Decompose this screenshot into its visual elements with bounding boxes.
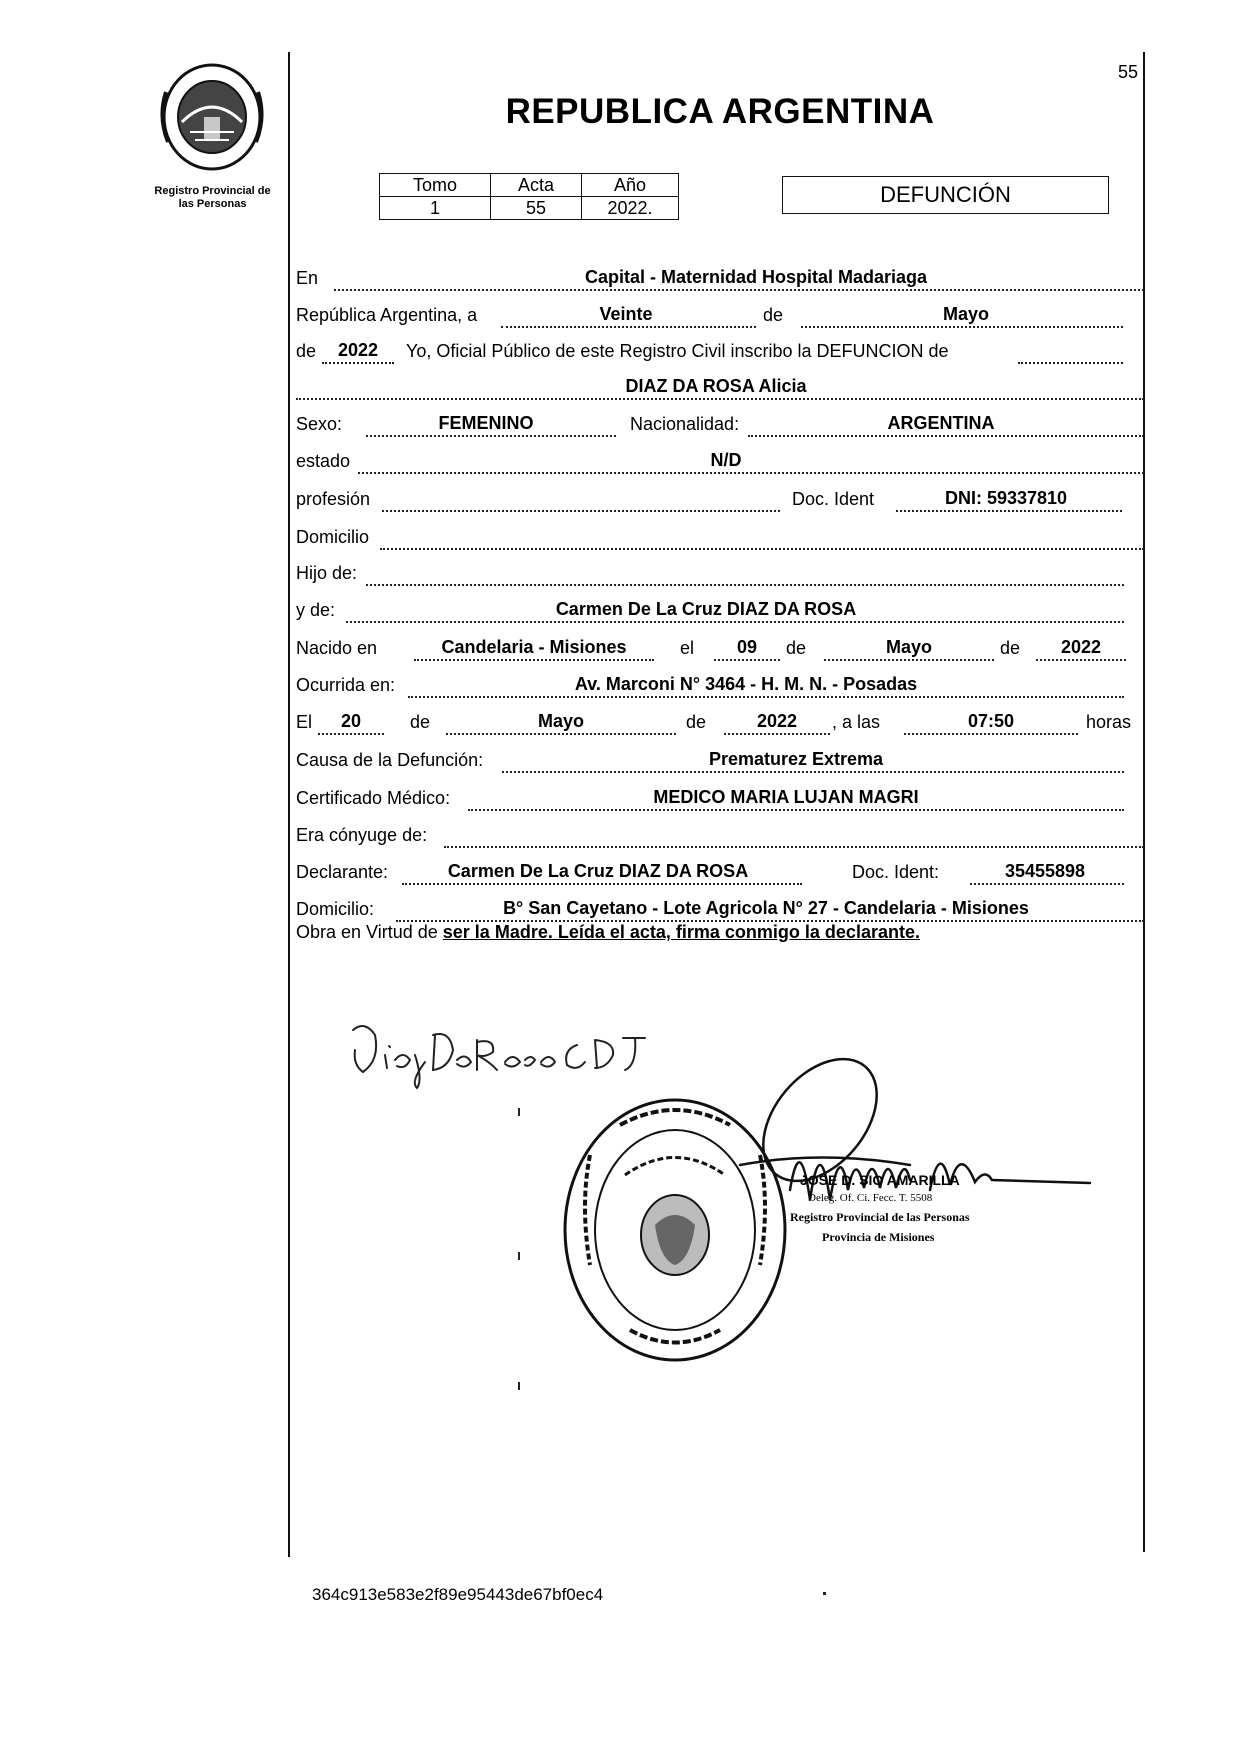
label-El: El [296,712,313,732]
label-ocurrida: Ocurrida en: [296,675,396,695]
record-reference-table [379,173,679,220]
value-birthplace: Candelaria - Misiones [441,637,627,657]
label-profesion: profesión [296,489,371,509]
row-birth [296,633,1146,663]
value-birth-year: 2022 [1060,637,1102,657]
label-de-death: de [410,712,431,732]
value-mother: Carmen De La Cruz DIAZ DA ROSA [555,599,857,619]
page-number: 55 [1118,62,1139,82]
row-declarant [296,857,1146,887]
dotted-line [446,733,676,735]
official-title-1: Deleg. Of. Ci. Fecc. T. 5508 [808,1192,933,1204]
header-anio: Año [582,174,679,197]
label-horas: horas [1086,712,1132,732]
dotted-line [380,548,1144,550]
label-causa: Causa de la Defunción: [296,750,484,770]
dotted-line [970,883,1124,885]
dotted-line [444,846,1144,848]
official-title-3: Provincia de Misiones [822,1230,935,1244]
label-a-las: , a las [832,712,881,732]
dotted-line [502,771,1124,773]
dotted-line [896,510,1122,512]
official-text: Yo, Oficial Público de este Registro Civil inscribo la DEFUNCION de [406,341,949,361]
dotted-line [414,659,654,661]
dotted-line [346,621,1124,623]
tick-mark [518,1108,520,1116]
label-doc-ident2: Doc. Ident: [852,862,940,882]
row-date [296,300,1146,330]
value-declarante: Carmen De La Cruz DIAZ DA ROSA [447,861,749,881]
value-death-time: 07:50 [967,711,1015,731]
value-death-place: Av. Marconi N° 3464 - H. M. N. - Posadas [574,674,918,694]
label-nacido: Nacido en [296,638,378,658]
left-margin-line [288,52,290,1557]
label-conyuge: Era cónyuge de: [296,825,428,845]
official-title-2: Registro Provincial de las Personas [790,1210,970,1224]
dotted-line [382,510,780,512]
value-birth-month: Mayo [885,637,932,657]
dotted-line [468,809,1124,811]
caption-line2: las Personas [178,198,247,210]
dotted-line [714,659,780,661]
row-mother [296,595,1146,625]
official-name: JOSE D. SIO AMARILLA [800,1172,960,1188]
document-hash: 364c913e583e2f89e95443de67bf0ec4 [312,1585,604,1604]
dotted-line [402,883,802,885]
label-en: En [296,268,319,288]
label-hijo-de: Hijo de: [296,563,358,583]
country-title: REPUBLICA ARGENTINA [505,92,935,131]
value-acta: 55 [491,197,582,220]
header-acta: Acta [491,174,582,197]
label-sexo: Sexo: [296,414,343,434]
row-death-date [296,707,1146,737]
label-de: de [763,305,784,325]
row-certificate [296,783,1146,813]
value-deceased-name: DIAZ DA ROSA Alicia [625,376,807,396]
dotted-line [824,659,994,661]
tick-mark [518,1252,520,1260]
label-de-birth: de [786,638,807,658]
value-death-month: Mayo [537,711,584,731]
dotted-line [334,289,1144,291]
record-type-box: DEFUNCIÓN [782,176,1109,214]
row-declarant-address [296,894,1146,924]
row-official [296,336,1146,366]
dotted-line [366,435,616,437]
value-tomo: 1 [380,197,491,220]
row-hijo-de [296,558,1146,588]
row-deceased-name [296,372,1146,402]
dotted-line [501,326,756,328]
declarant-signature [345,1010,685,1090]
province-logo [160,62,265,172]
value-nacionalidad: ARGENTINA [887,413,995,433]
closing-prefix: Obra en Virtud de [296,922,438,942]
value-month: Mayo [942,304,989,324]
label-doc-ident: Doc. Ident [792,489,875,509]
row-cause [296,745,1146,775]
label-domicilio: Domicilio [296,527,370,547]
value-causa: Prematurez Extrema [708,749,884,769]
dotted-line [1018,362,1123,364]
value-day-words: Veinte [599,304,653,324]
dotted-line [366,584,1124,586]
dot-mark [823,1592,826,1595]
dotted-line [1036,659,1126,661]
dotted-line [408,696,1124,698]
closing-line [296,922,920,943]
dotted-line [296,398,1144,400]
value-death-year: 2022 [756,711,798,731]
value-estado: N/D [710,450,742,470]
tick-mark [518,1382,520,1390]
header-tomo: Tomo [380,174,491,197]
label-declarante: Declarante: [296,862,389,882]
value-death-day: 20 [340,711,362,731]
row-profession-doc [296,484,1146,514]
value-place: Capital - Maternidad Hospital Madariaga [584,267,928,287]
label-estado: estado [296,451,351,471]
dotted-line [358,472,1144,474]
closing-text: ser la Madre. Leída el acta, firma conmigo la declarante. [442,922,920,942]
label-de-birth-year: de [1000,638,1021,658]
value-year: 2022 [337,340,379,360]
row-place [296,263,1146,293]
dotted-line [724,733,830,735]
label-republic: República Argentina, a [296,305,478,325]
label-el: el [680,638,695,658]
row-sex-nationality [296,409,1146,439]
registry-caption [130,185,295,211]
dotted-line [322,362,394,364]
label-de-death-year: de [686,712,707,732]
value-anio: 2022. [582,197,679,220]
row-spouse [296,820,1146,850]
dotted-line [904,733,1078,735]
label-de-year: de [296,341,317,361]
value-declarante-doc: 35455898 [1004,861,1086,881]
label-domicilio2: Domicilio: [296,899,375,919]
dotted-line [748,435,1144,437]
caption-line1: Registro Provincial de [154,185,271,197]
value-doc-ident: DNI: 59337810 [944,488,1068,508]
row-estado [296,446,1146,476]
row-domicilio [296,522,1146,552]
value-birth-day: 09 [736,637,758,657]
value-certificado: MEDICO MARIA LUJAN MAGRI [653,787,919,807]
label-nacionalidad: Nacionalidad: [630,414,740,434]
value-declarante-domicilio: B° San Cayetano - Lote Agricola N° 27 - Candelaria - Misiones [503,898,1029,918]
label-y-de: y de: [296,600,336,620]
row-death-place [296,670,1146,700]
dotted-line [318,733,384,735]
label-certificado: Certificado Médico: [296,788,451,808]
dotted-line [801,326,1123,328]
value-sexo: FEMENINO [438,413,534,433]
